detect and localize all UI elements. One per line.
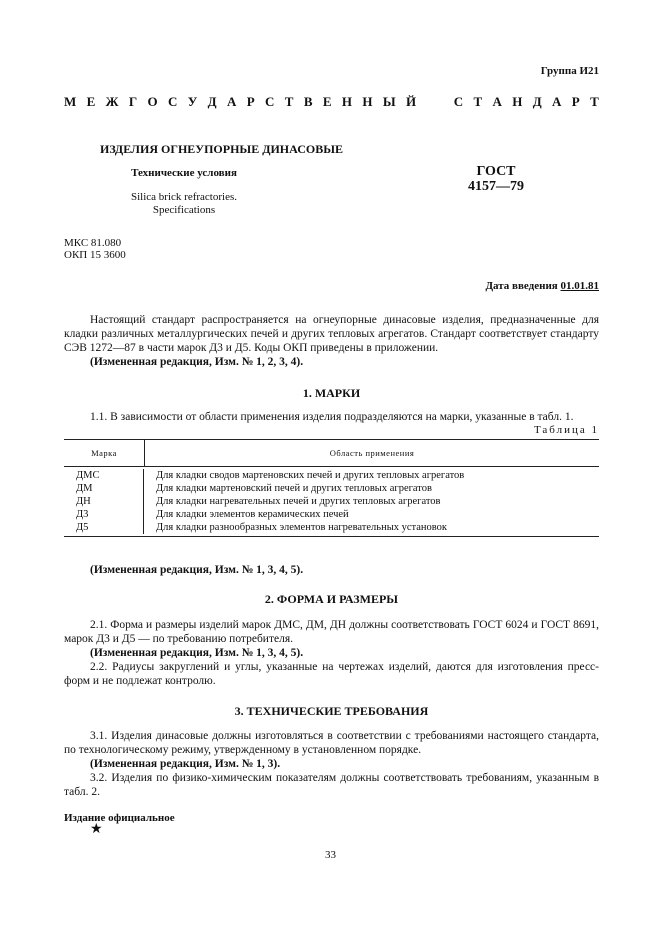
application-cell: Для кладки сводов мартеновских печей и других тепловых агрегатов: [156, 470, 465, 481]
heading-letter: М: [64, 94, 77, 109]
gost-label: ГОСТ: [476, 164, 516, 179]
gost-code: 4157—79: [468, 179, 524, 194]
clause-2-1-amendment-note: (Измененная редакция, Изм. № 1, 3, 4, 5).: [90, 647, 304, 659]
heading-letter: Т: [473, 94, 483, 109]
grade-cell: Д5: [64, 521, 144, 534]
heading-letter: С: [453, 94, 464, 109]
clause-3-1-amendment-note: (Измененная редакция, Изм. № 1, 3).: [90, 758, 281, 770]
heading-letter: Н: [341, 94, 353, 109]
intro-paragraph: Настоящий стандарт распространяется на огнеупорные динасовые изделия, предназначенные для кладки различных металлургических печей и других тепловых агрегатов. Стандарт соответствует стандарту СЭВ 1272—87 в части марок Д3 и Д5. Коды ОКП приведены в приложении.: [64, 314, 599, 354]
grade-cell: ДН: [64, 495, 144, 508]
clause-3-2: 3.2. Изделия по физико-химическим показателям должны соответствовать требованиям, указанным в табл. 2.: [64, 772, 599, 798]
clause-1-1: 1.1. В зависимости от области применения изделия подразделяются на марки, указанные в табл. 1.: [90, 411, 574, 423]
table-row: [64, 469, 599, 482]
grade-cell: ДМС: [64, 469, 144, 482]
document-subtitle: Технические условия: [131, 167, 237, 179]
application-cell: Для кладки элементов керамических печей: [156, 509, 349, 520]
star-icon: ★: [90, 822, 103, 837]
heading-letter: Ы: [382, 94, 396, 109]
heading-letter: А: [226, 94, 237, 109]
introduction-date: [485, 279, 599, 293]
okp-code: ОКП 15 3600: [64, 249, 126, 261]
heading-letter: Й: [405, 94, 417, 109]
heading-letter: Р: [246, 94, 255, 109]
table-row: [64, 482, 599, 495]
application-cell: Для кладки нагревательных печей и других тепловых агрегатов: [156, 496, 441, 507]
table-row: [64, 508, 599, 521]
heading-letter: Т: [590, 94, 599, 109]
heading-letter: Ж: [105, 94, 119, 109]
heading-letter: Д: [207, 94, 217, 109]
heading-letter: Е: [322, 94, 332, 109]
english-title-line-1: Silica brick refractories.: [131, 191, 237, 203]
heading-letter: О: [147, 94, 158, 109]
heading-letter: С: [168, 94, 178, 109]
introduction-date-value: 01.01.81: [560, 280, 599, 292]
section-3-heading: 3. ТЕХНИЧЕСКИЕ ТРЕБОВАНИЯ: [234, 704, 429, 718]
heading-letter: С: [265, 94, 275, 109]
grade-cell: Д3: [64, 508, 144, 521]
column-header-application: Область применения: [329, 448, 415, 458]
grades-table: [64, 439, 599, 537]
heading-letter: Е: [86, 94, 96, 109]
document-title: ИЗДЕЛИЯ ОГНЕУПОРНЫЕ ДИНАСОВЫЕ: [100, 142, 343, 156]
interstate-standard-heading: [64, 95, 599, 109]
intro-amendment-note: (Измененная редакция, Изм. № 1, 2, 3, 4).: [90, 356, 304, 368]
official-edition-label: Издание официальное: [64, 812, 175, 824]
table-row: [64, 521, 599, 534]
grade-cell: ДМ: [64, 482, 144, 495]
table-1-label: Таблица 1: [533, 424, 599, 436]
table-body: [64, 467, 599, 537]
table-header-row: [64, 439, 599, 467]
english-title: [100, 191, 268, 217]
heading-letter: А: [552, 94, 562, 109]
introduction-date-label: Дата введения: [485, 280, 558, 292]
clause-3-1: 3.1. Изделия динасовые должны изготовляться в соответствии с требованиями настоящего стандарта, по технологическому режиму, утвержденному в установленном порядке.: [64, 730, 599, 756]
heading-letter: А: [492, 94, 502, 109]
heading-gap: [440, 95, 443, 109]
clause-2-2: 2.2. Радиусы закруглений и углы, указанные на чертежах изделий, даются для изготовления пресс-форм и не подлежат контролю.: [64, 661, 599, 687]
table-row: [64, 495, 599, 508]
gost-number: [465, 164, 527, 194]
heading-letter: Т: [284, 94, 294, 109]
clause-2-1: 2.1. Форма и размеры изделий марок ДМС, ДМ, ДН должны соответствовать ГОСТ 6024 и ГОСТ 8691, марок Д3 и Д5 — по требованию потребителя.: [64, 619, 599, 645]
mks-code: МКС 81.080: [64, 237, 122, 249]
heading-letter: У: [187, 94, 198, 109]
section-1-heading: 1. МАРКИ: [302, 386, 361, 400]
heading-letter: Д: [532, 94, 542, 109]
group-code: Группа И21: [540, 65, 599, 77]
heading-letter: Н: [512, 94, 523, 109]
heading-gap: [426, 95, 429, 109]
column-header-grade: Марка: [64, 440, 145, 466]
english-title-line-2: Specifications: [152, 204, 216, 216]
application-cell: Для кладки разнообразных элементов нагревательных установок: [156, 522, 448, 533]
heading-letter: В: [303, 94, 313, 109]
section-2-heading: 2. ФОРМА И РАЗМЕРЫ: [264, 592, 399, 606]
application-cell: Для кладки мартеновский печей и других тепловых агрегатов: [156, 483, 432, 494]
page-number: 33: [325, 849, 336, 861]
section-1-amendment-note: (Измененная редакция, Изм. № 1, 3, 4, 5).: [90, 564, 304, 576]
classification-codes: [64, 237, 126, 261]
heading-letter: Н: [362, 94, 373, 109]
heading-letter: Р: [571, 94, 580, 109]
heading-letter: Г: [128, 94, 138, 109]
